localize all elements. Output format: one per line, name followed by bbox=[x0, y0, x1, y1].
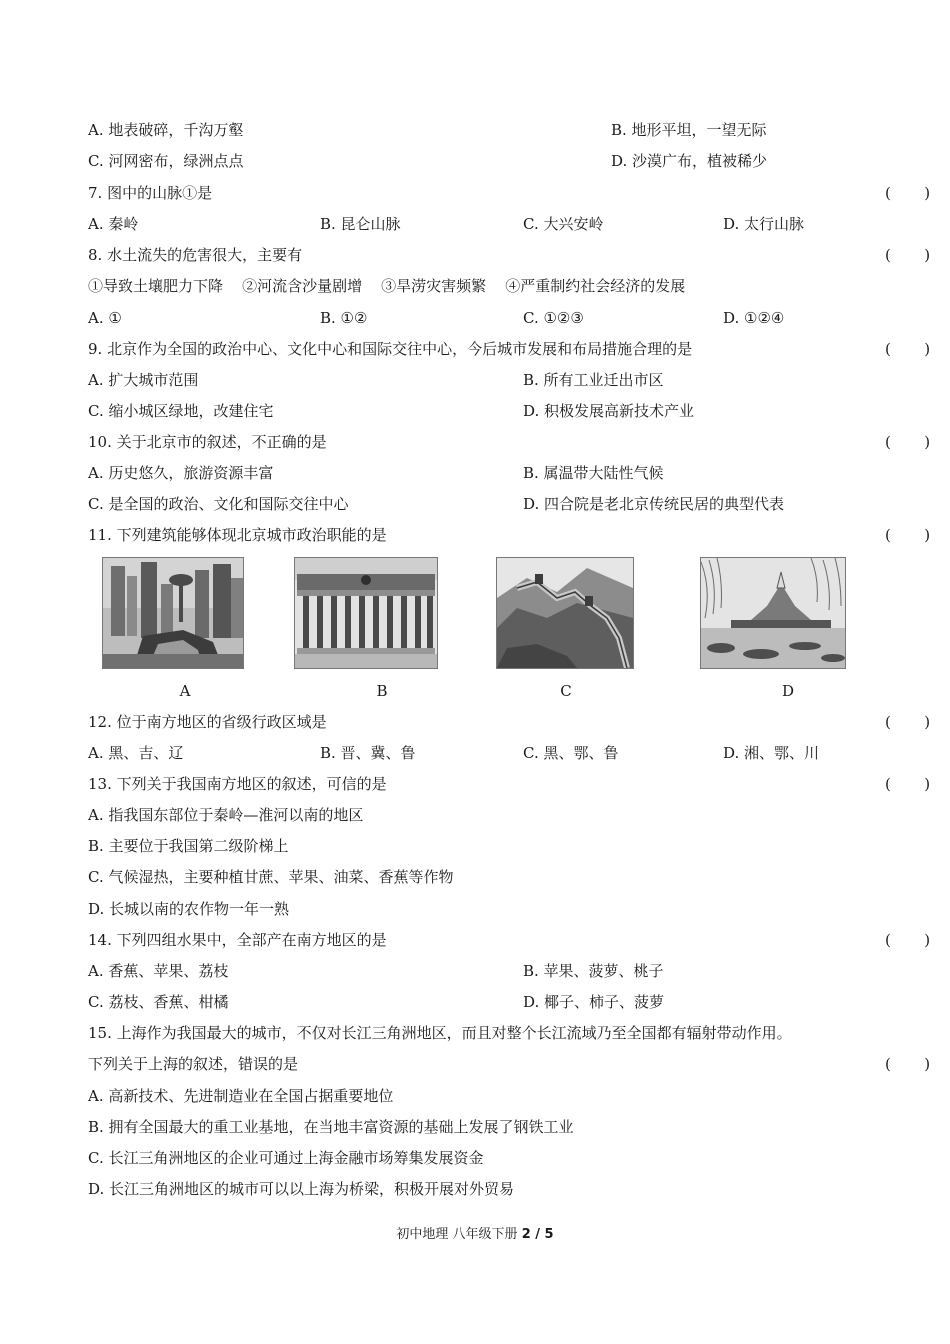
q14-option-d: D. 椰子、柿子、菠萝 bbox=[523, 993, 665, 1011]
q10-option-c: C. 是全国的政治、文化和国际交往中心 bbox=[88, 495, 349, 513]
q10-option-b: B. 属温带大陆性气候 bbox=[523, 464, 664, 482]
q12-options bbox=[88, 742, 820, 764]
q9-stem: 9. 北京作为全国的政治中心、文化中心和国际交往中心，今后城市发展和布局措施合理的是 ( ) bbox=[88, 340, 931, 358]
q8-items: ①导致土壤肥力下降 ②河流含沙量剧增 ③旱涝灾害频繁 ④严重制约社会经济的发展 bbox=[88, 277, 686, 295]
q12-stem: 12. 位于南方地区的省级行政区域是 ( ) bbox=[88, 713, 931, 731]
q13-option-c: C. 气候湿热，主要种植甘蔗、苹果、油菜、香蕉等作物 bbox=[88, 868, 454, 886]
photo-great-wall bbox=[496, 557, 634, 669]
q7-option-d: D. 太行山脉 bbox=[723, 215, 805, 233]
q7-option-b: B. 昆仑山脉 bbox=[320, 215, 401, 233]
q7-stem: 7. 图中的山脉①是 ( ) bbox=[88, 184, 931, 202]
q8-option-b: B. ①② bbox=[320, 309, 368, 327]
q14-option-b: B. 苹果、菠萝、桃子 bbox=[523, 962, 664, 980]
q11-stem: 11. 下列建筑能够体现北京城市政治职能的是 ( ) bbox=[88, 526, 931, 544]
footer-text: 初中地理 八年级下册 bbox=[396, 1227, 518, 1242]
q10-option-a: A. 历史悠久，旅游资源丰富 bbox=[88, 464, 274, 482]
q12-option-b: B. 晋、冀、鲁 bbox=[320, 744, 416, 762]
q13-stem: 13. 下列关于我国南方地区的叙述，可信的是 ( ) bbox=[88, 775, 931, 793]
photo-label-d: D bbox=[781, 682, 795, 700]
answer-bracket: ( ) bbox=[885, 1055, 931, 1073]
page-number: 2 / 5 bbox=[521, 1227, 554, 1242]
q12-option-c: C. 黑、鄂、鲁 bbox=[523, 744, 619, 762]
q6-options-row-1 bbox=[88, 119, 767, 141]
q6-options-row-2 bbox=[88, 150, 768, 172]
answer-bracket: ( ) bbox=[885, 433, 931, 451]
q12-option-a: A. 黑、吉、辽 bbox=[88, 744, 184, 762]
q6-option-d: D. 沙漠广布，植被稀少 bbox=[611, 152, 768, 170]
q13-option-d: D. 长城以南的农作物一年一熟 bbox=[88, 900, 290, 918]
page-footer bbox=[0, 1223, 950, 1242]
q10-option-d: D. 四合院是老北京传统民居的典型代表 bbox=[523, 495, 785, 513]
q14-option-c: C. 荔枝、香蕉、柑橘 bbox=[88, 993, 229, 1011]
answer-bracket: ( ) bbox=[885, 184, 931, 202]
answer-bracket: ( ) bbox=[885, 775, 931, 793]
q15-option-a: A. 高新技术、先进制造业在全国占据重要地位 bbox=[88, 1087, 394, 1105]
q10-options-row-1 bbox=[88, 462, 664, 484]
q6-option-b: B. 地形平坦，一望无际 bbox=[611, 121, 767, 139]
q7-options bbox=[88, 213, 805, 235]
q7-option-a: A. 秦岭 bbox=[88, 215, 139, 233]
q9-option-a: A. 扩大城市范围 bbox=[88, 371, 199, 389]
photo-beihai-park bbox=[700, 557, 846, 669]
q14-option-a: A. 香蕉、苹果、荔枝 bbox=[88, 962, 229, 980]
q15-stem-line-1: 15. 上海作为我国最大的城市，不仅对长江三角洲地区，而且对整个长江流域乃至全国都有辐射带动作用。 bbox=[88, 1024, 792, 1042]
photo-modern-skyline bbox=[102, 557, 244, 669]
q6-option-c: C. 河网密布，绿洲点点 bbox=[88, 152, 244, 170]
q8-stem: 8. 水土流失的危害很大，主要有 ( ) bbox=[88, 246, 931, 264]
q15-option-b: B. 拥有全国最大的重工业基地，在当地丰富资源的基础上发展了钢铁工业 bbox=[88, 1118, 574, 1136]
q15-stem-line-2: 下列关于上海的叙述，错误的是 ( ) bbox=[88, 1055, 931, 1073]
q8-option-d: D. ①②④ bbox=[723, 309, 785, 327]
q8-options bbox=[88, 307, 785, 329]
q12-option-d: D. 湘、鄂、川 bbox=[723, 744, 820, 762]
photo-label-c: C bbox=[560, 682, 572, 700]
q8-option-c: C. ①②③ bbox=[523, 309, 584, 327]
q7-option-c: C. 大兴安岭 bbox=[523, 215, 604, 233]
q14-options-row-1 bbox=[88, 960, 664, 982]
answer-bracket: ( ) bbox=[885, 713, 931, 731]
q15-option-c: C. 长江三角洲地区的企业可通过上海金融市场筹集发展资金 bbox=[88, 1149, 484, 1167]
q6-option-a: A. 地表破碎，千沟万壑 bbox=[88, 121, 244, 139]
answer-bracket: ( ) bbox=[885, 340, 931, 358]
q13-option-b: B. 主要位于我国第二级阶梯上 bbox=[88, 837, 289, 855]
answer-bracket: ( ) bbox=[885, 931, 931, 949]
q14-stem: 14. 下列四组水果中，全部产在南方地区的是 ( ) bbox=[88, 931, 931, 949]
photo-great-hall-of-the-people bbox=[294, 557, 438, 669]
q10-options-row-2 bbox=[88, 493, 785, 515]
q15-option-d: D. 长江三角洲地区的城市可以以上海为桥梁，积极开展对外贸易 bbox=[88, 1180, 515, 1198]
q13-option-a: A. 指我国东部位于秦岭—淮河以南的地区 bbox=[88, 806, 364, 824]
q9-options-row-2 bbox=[88, 400, 695, 422]
answer-bracket: ( ) bbox=[885, 526, 931, 544]
q9-options-row-1 bbox=[88, 369, 664, 391]
q14-options-row-2 bbox=[88, 991, 665, 1013]
q9-option-c: C. 缩小城区绿地，改建住宅 bbox=[88, 402, 274, 420]
q9-option-d: D. 积极发展高新技术产业 bbox=[523, 402, 695, 420]
photo-label-b: B bbox=[376, 682, 388, 700]
q8-option-a: A. ① bbox=[88, 309, 122, 327]
answer-bracket: ( ) bbox=[885, 246, 931, 264]
photo-label-a: A bbox=[179, 682, 191, 700]
q10-stem: 10. 关于北京市的叙述，不正确的是 ( ) bbox=[88, 433, 931, 451]
q9-option-b: B. 所有工业迁出市区 bbox=[523, 371, 664, 389]
